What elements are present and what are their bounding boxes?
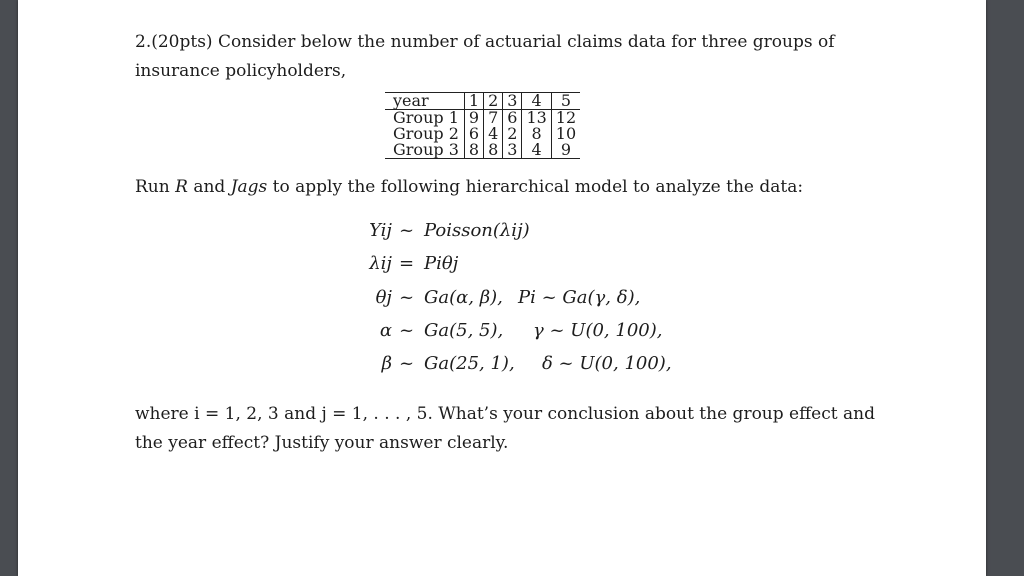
table-cell: 8 [484,142,503,159]
table-cell: 9 [560,140,572,159]
table-cell: 9 [464,110,483,127]
equation-rhs-secondary: Pi ~ Ga(γ, δ), [518,287,641,308]
table-header-cell: year [385,93,464,110]
equation-rhs: Ga(25, 1), [424,353,515,374]
intro-prefix: Run [135,177,176,197]
model-equation [18,320,986,348]
equation-relation: ~ [399,220,415,241]
table-cell: 2 [503,126,522,142]
model-equation [18,220,986,248]
equation-relation: ~ [399,353,415,374]
equation-rhs: Ga(α, β), [424,287,503,308]
model-equation [18,253,986,281]
table-cell: Group 2 [385,126,464,142]
table-row [385,142,580,159]
equation-rhs: Piθj [424,253,459,274]
conclusion-question: where i = 1, 2, 3 and j = 1, . . . , 5. What’s your conclusion about the group effect and the year effect? Justify your answer clearly. [135,404,875,453]
table-cell: 8 [522,126,551,142]
table-cell: 6 [503,110,522,127]
jags-label: Jags [230,177,268,197]
table-header-cell: 3 [503,93,522,110]
document-page [18,0,986,576]
equation-rhs: Poisson(λij) [424,220,530,241]
equation-lhs: α [379,320,392,341]
equation-relation: = [399,253,415,274]
equation-rhs: Ga(5, 5), [424,320,504,341]
equation-relation: ~ [399,320,415,341]
equation-rhs-secondary: δ ~ U(0, 100), [542,353,672,374]
table-cell: 4 [484,126,503,142]
table-header-cell: 1 [464,93,483,110]
intro-suffix: to apply the following hierarchical model to analyze the data: [267,177,804,197]
table-header-row [385,93,580,110]
table-cell: 4 [522,142,551,159]
equation-lhs: Yij [369,220,392,241]
equation-relation: ~ [399,287,415,308]
table-cell: 13 [522,110,551,127]
table-cell: 12 [555,108,577,127]
table-cell: 3 [503,142,522,159]
claims-table [385,92,580,159]
table-cell: 8 [464,142,483,159]
table-cell: Group 3 [385,142,464,159]
hierarchical-model [18,220,986,390]
model-equation [18,287,986,315]
intro-and: and [187,177,231,197]
instruction-text [135,175,895,199]
table-header-cell: 2 [484,93,503,110]
table-header-cell: 5 [551,93,580,110]
r-label: R [175,177,188,197]
equation-lhs: θj [375,287,392,308]
equation-lhs: λij [369,253,392,274]
equation-lhs: β [381,353,392,374]
table-cell: 10 [555,124,577,143]
table-cell: 7 [484,110,503,127]
model-equation [18,353,986,381]
equation-rhs-secondary: γ ~ U(0, 100), [533,320,663,341]
table-cell: Group 1 [385,110,464,127]
table-cell: 6 [464,126,483,142]
problem-statement: 2.(20pts) Consider below the number of actuarial claims data for three groups of insurance policyholders, [135,32,835,81]
table-header-cell: 4 [522,93,551,110]
